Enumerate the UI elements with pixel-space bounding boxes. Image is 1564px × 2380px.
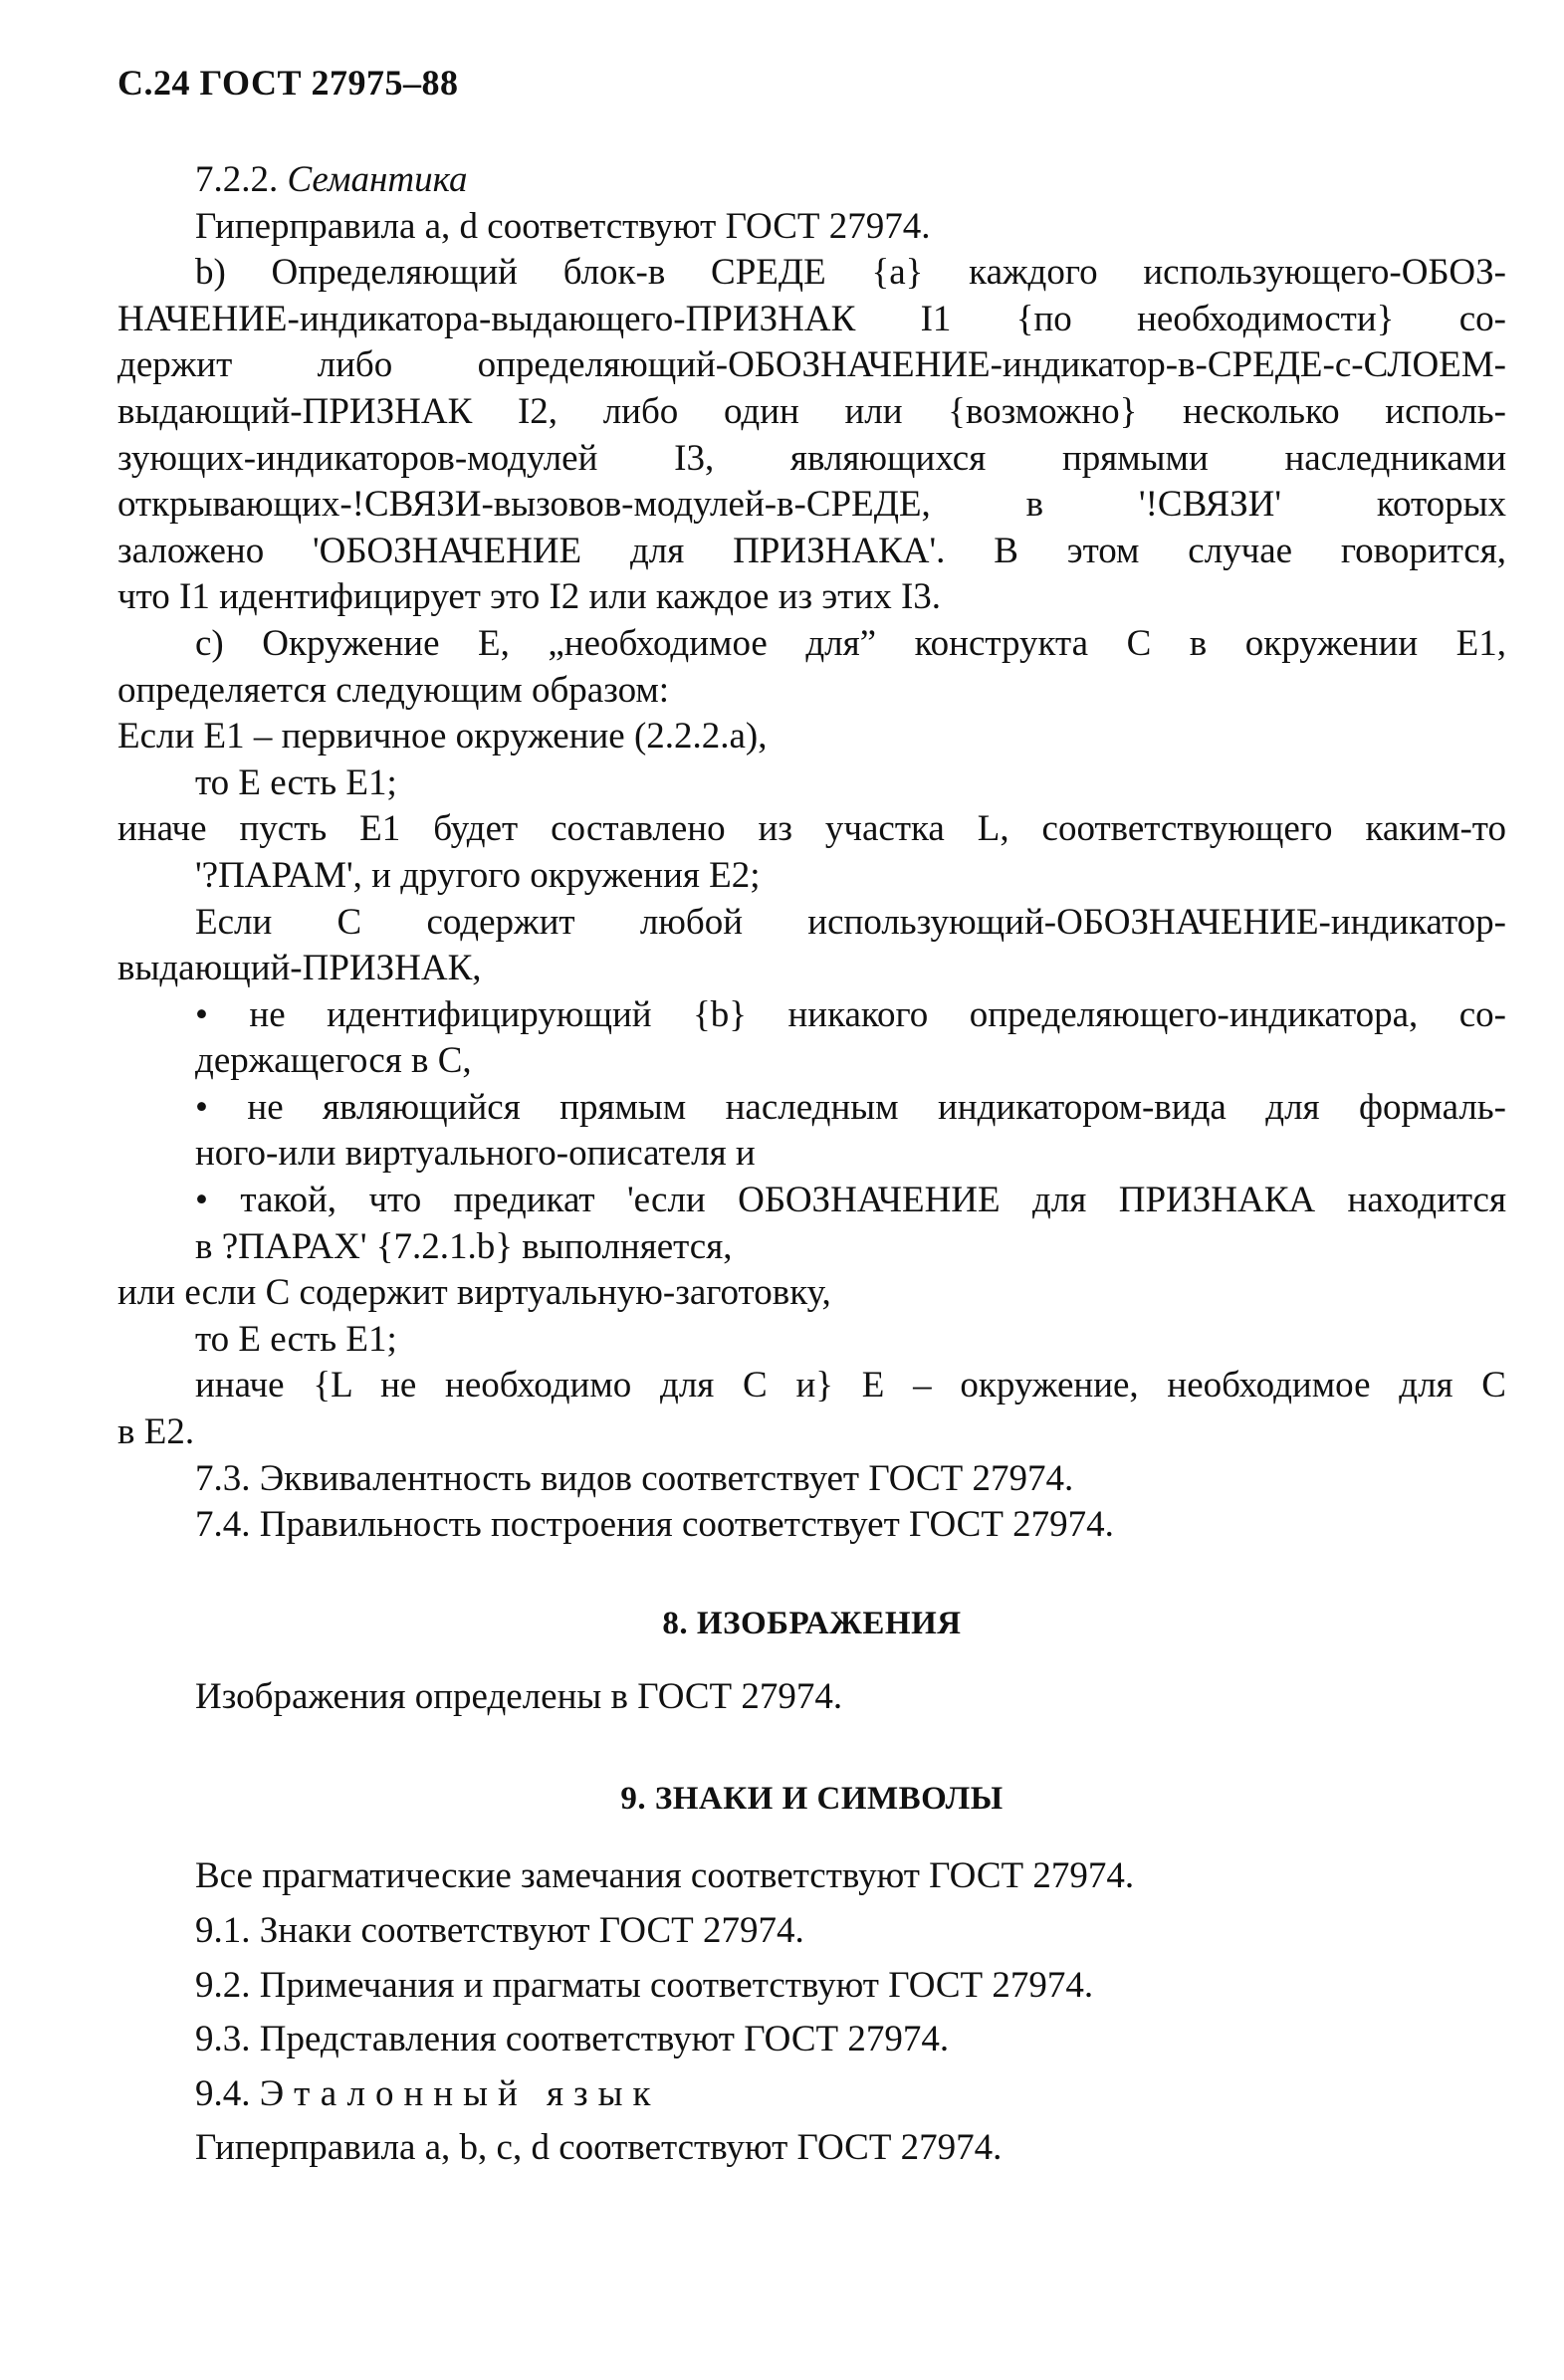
text-line: или если C содержит виртуальную-заготовку, [117, 1272, 831, 1314]
text-line: открывающих-!СВЯЗИ-вызовов-модулей-в-СРЕДЕ, в '!СВЯЗИ' которых [117, 484, 1506, 526]
text-line: Все прагматические замечания соответствуют ГОСТ 27974. [195, 1855, 1135, 1897]
text-line: 9.1. Знаки соответствуют ГОСТ 27974. [195, 1910, 804, 1951]
text-line: то E есть E1; [195, 1318, 397, 1360]
text-line: 7.3. Эквивалентность видов соответствует ГОСТ 27974. [195, 1457, 1074, 1499]
text-line: выдающий-ПРИЗНАК, [117, 948, 482, 989]
subsection-title: Семантика [287, 159, 468, 200]
text-line: 9.3. Представления соответствуют ГОСТ 27974. [195, 2019, 950, 2060]
text-line: держащегося в C, [195, 1040, 472, 1082]
text-line: зующих-индикаторов-модулей I3, являющихся прямыми наследниками [117, 437, 1506, 479]
subsection-number: 7.2.2. [195, 159, 279, 200]
text-line: иначе {L не необходимо для C и} E – окружение, необходимое для C [195, 1365, 1506, 1406]
text-line: иначе пусть E1 будет составлено из участка L, соответствующего каким-то [117, 808, 1506, 850]
page-header: С.24 ГОСТ 27975–88 [117, 63, 459, 103]
text-line: b) Определяющий блок-в СРЕДЕ {a} каждого использующего-ОБОЗ- [195, 252, 1506, 294]
section-heading-9: 9. ЗНАКИ И СИМВОЛЫ [620, 1781, 1004, 1818]
text-line: то E есть E1; [195, 761, 397, 803]
text-line: Изображения определены в ГОСТ 27974. [195, 1675, 843, 1717]
text-line: Гиперправила a, b, c, d соответствуют ГОСТ 27974. [195, 2127, 1003, 2169]
subsection-title: Эталонный язык [259, 2072, 661, 2114]
text-line: 9.2. Примечания и прагматы соответствуют ГОСТ 27974. [195, 1964, 1094, 2006]
subsection-number: 9.4. [195, 2072, 251, 2114]
text-line: в ?ПАРАХ' {7.2.1.b} выполняется, [195, 1225, 733, 1267]
section-heading-8: 8. ИЗОБРАЖЕНИЯ [662, 1605, 962, 1641]
subsection-heading [117, 2071, 1506, 2118]
text-line: заложено 'ОБОЗНАЧЕНИЕ для ПРИЗНАКА'. В этом случае говорится, [117, 530, 1506, 571]
document-body [117, 157, 1506, 2172]
text-line: в E2. [117, 1411, 195, 1453]
text-line: '?ПАРАМ', и другого окружения E2; [195, 854, 761, 896]
text-line: Если E1 – первичное окружение (2.2.2.a), [117, 716, 768, 757]
text-line: ного-или виртуального-описателя и [195, 1133, 756, 1175]
subsection-heading [117, 157, 1506, 204]
text-line: выдающий-ПРИЗНАК I2, либо один или {возможно} несколько исполь- [117, 390, 1506, 432]
text-line: c) Окружение E, „необходимое для” конструкта C в окружении E1, [195, 622, 1506, 664]
text-line: Гиперправила a, d соответствуют ГОСТ 27974. [195, 205, 931, 247]
bullet-line: • не идентифицирующий {b} никакого определяющего-индикатора, со- [195, 993, 1506, 1035]
text-line: держит либо определяющий-ОБОЗНАЧЕНИЕ-индикатор-в-СРЕДЕ-с-СЛОЕМ- [117, 344, 1506, 386]
bullet-line: • не являющийся прямым наследным индикатором-вида для формаль- [195, 1086, 1506, 1128]
text-line: Если C содержит любой использующий-ОБОЗНАЧЕНИЕ-индикатор- [195, 901, 1506, 943]
text-line: 7.4. Правильность построения соответствует ГОСТ 27974. [195, 1504, 1114, 1546]
text-line: НАЧЕНИЕ-индикатора-выдающего-ПРИЗНАК I1 {по необходимости} со- [117, 298, 1506, 339]
text-line: определяется следующим образом: [117, 669, 670, 711]
text-line: что I1 идентифицирует это I2 или каждое из этих I3. [117, 576, 942, 618]
bullet-line: • такой, что предикат 'если ОБОЗНАЧЕНИЕ для ПРИЗНАКА находится [195, 1180, 1506, 1221]
